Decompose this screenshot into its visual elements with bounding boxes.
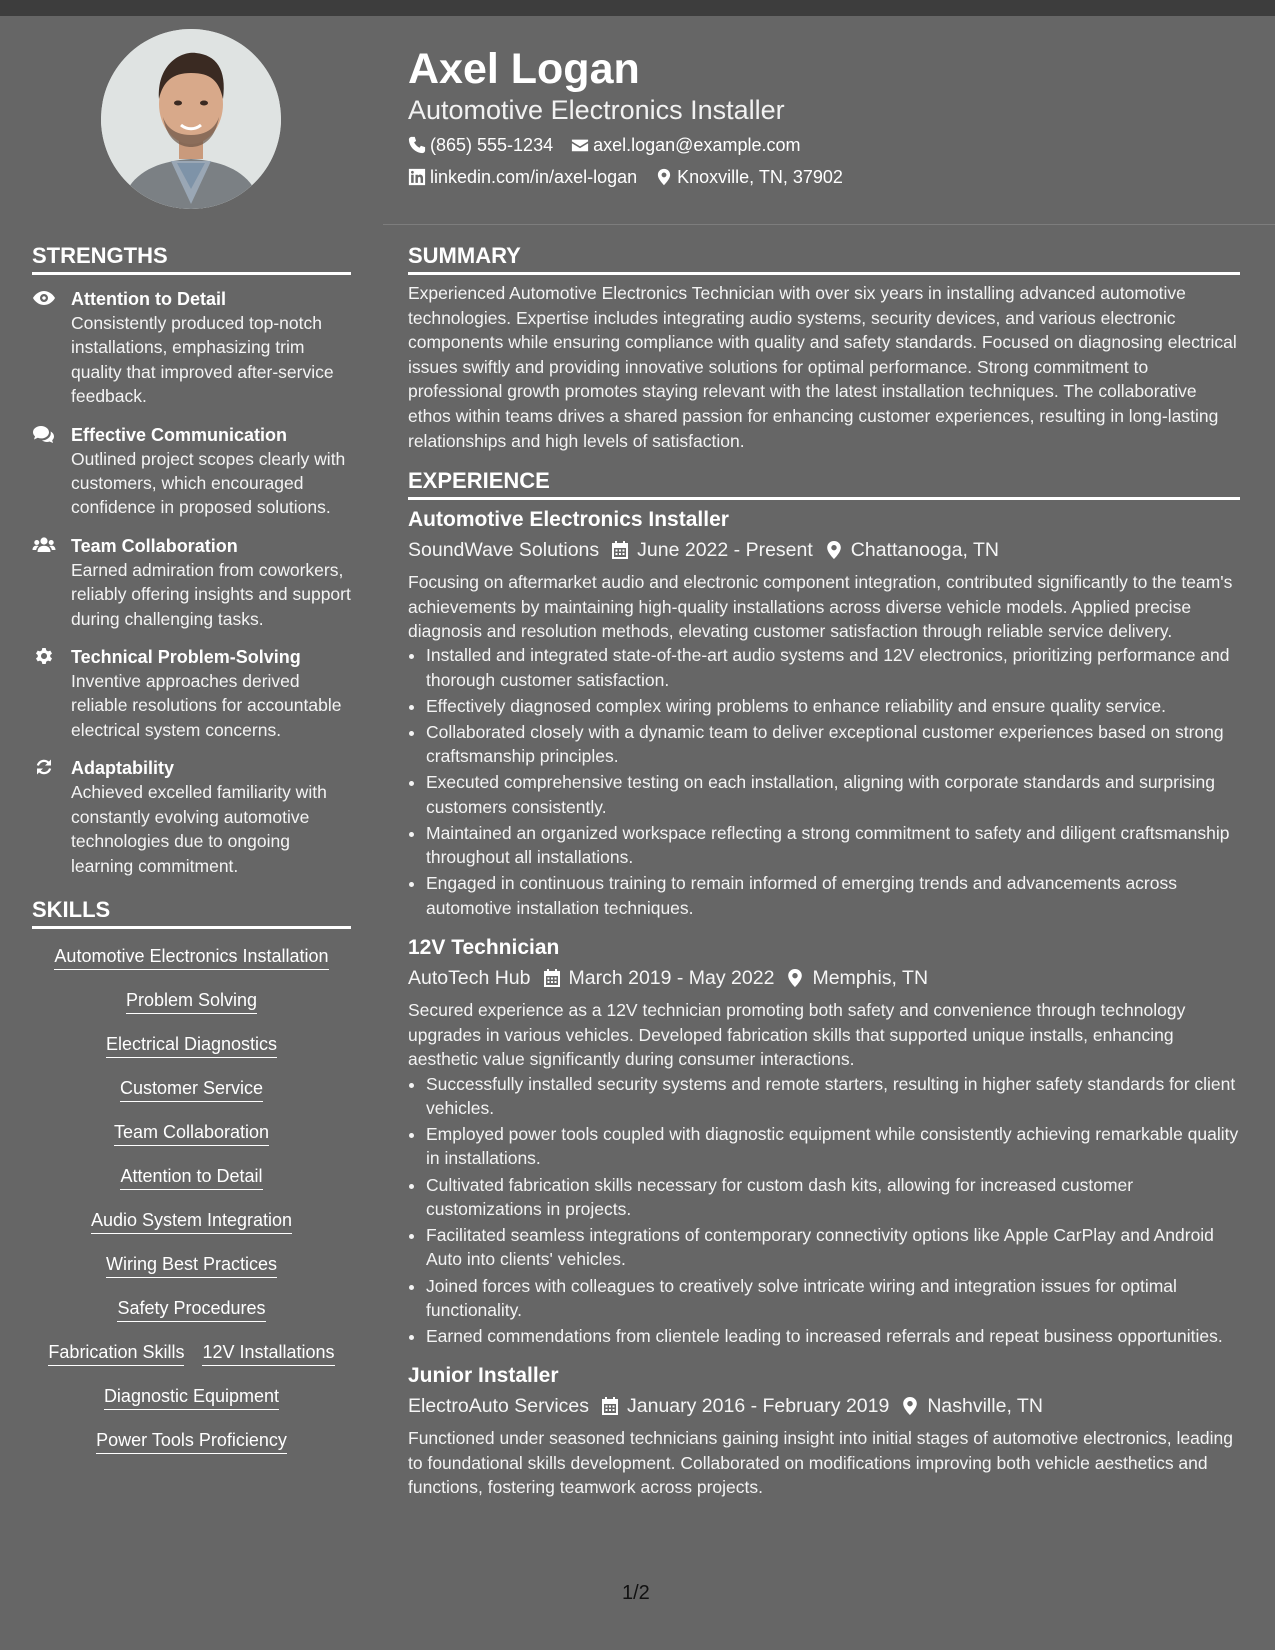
right-column <box>408 242 1240 1514</box>
bullet-item: • Facilitated seamless integrations of contemporary connectivity options like Apple CarPlay and Android Auto into clients' vehicles. <box>426 1223 1240 1272</box>
map-pin-icon <box>825 540 843 560</box>
left-column <box>32 242 351 1473</box>
job-title: Automotive Electronics Installer <box>408 508 729 532</box>
calendar-icon <box>601 1396 619 1416</box>
linkedin-contact <box>408 165 637 189</box>
bullet-item: • Engaged in continuous training to remain informed of emerging trends and advancements across automotive installation techniques. <box>426 871 1240 920</box>
summary-heading: SUMMARY <box>408 242 1240 275</box>
skill-tag: Fabrication Skills <box>48 1341 184 1366</box>
job-description: Focusing on aftermarket audio and electronic component integration, contributed significantly to the team's achievements by maintaining high-quality installations across diverse vehicle models. Applied precise diagnosis and resolution methods, elevating customer satisfaction through reliable service delivery. <box>408 572 1233 641</box>
skill-tag: Diagnostic Equipment <box>104 1385 279 1410</box>
skills-heading: SKILLS <box>32 896 351 929</box>
resume-page <box>0 16 1275 1650</box>
bullet-item: • Successfully installed security systems and remote starters, resulting in higher safety standards for client vehicles. <box>426 1072 1240 1121</box>
calendar-icon <box>543 968 561 988</box>
page-number: 1/2 <box>622 1582 650 1604</box>
job-location: Memphis, TN <box>812 967 929 990</box>
linkedin-icon <box>408 168 426 186</box>
skill-tag: Automotive Electronics Installation <box>54 945 328 970</box>
bullet-item: • Maintained an organized workspace reflecting a strong commitment to safety and diligent craftsmanship throughout all installations. <box>426 821 1240 870</box>
email-text[interactable]: axel.logan@example.com <box>593 135 801 155</box>
job-title: 12V Technician <box>408 936 560 960</box>
job-dates: March 2019 - May 2022 <box>568 967 775 990</box>
skill-tag: Safety Procedures <box>117 1297 265 1322</box>
sync-icon <box>32 757 56 777</box>
strength-item <box>32 287 351 409</box>
bullet-item: • Executed comprehensive testing on each installation, aligning with corporate standards and surprising customers consistently. <box>426 770 1240 819</box>
location-text: Knoxville, TN, 37902 <box>677 167 843 187</box>
phone-text[interactable]: (865) 555-1234 <box>430 135 554 155</box>
job-company: ElectroAuto Services <box>408 1395 589 1418</box>
skill-tag: Team Collaboration <box>114 1121 269 1146</box>
profile-photo <box>101 29 281 209</box>
job-title: Junior Installer <box>408 1364 559 1388</box>
bullet-item: • Cultivated fabrication skills necessary for custom dash kits, allowing for increased customer customizations in projects. <box>426 1173 1240 1222</box>
job-dates: June 2022 - Present <box>637 539 813 562</box>
map-pin-icon <box>655 168 673 186</box>
strength-desc: Consistently produced top-notch installations, emphasizing trim quality that improved after-service feedback. <box>71 313 334 407</box>
experience-heading: EXPERIENCE <box>408 467 1240 500</box>
skill-tag: 12V Installations <box>202 1341 334 1366</box>
strength-item <box>32 423 351 520</box>
strength-desc: Achieved excelled familiarity with constantly evolving automotive technologies due to ongoing learning commitment. <box>71 782 327 876</box>
skills-list <box>32 941 351 1473</box>
skill-tag: Customer Service <box>120 1077 263 1102</box>
job-company: AutoTech Hub <box>408 967 531 990</box>
email-contact <box>571 133 800 157</box>
header-divider <box>383 224 1275 225</box>
job-meta <box>408 536 1240 564</box>
job-company: SoundWave Solutions <box>408 539 600 562</box>
contact-row-2 <box>408 165 861 189</box>
skill-tag: Wiring Best Practices <box>106 1253 277 1278</box>
skill-tag: Attention to Detail <box>120 1165 262 1190</box>
bullet-item: • Employed power tools coupled with diagnostic equipment while consistently achieving remarkable quality in installations. <box>426 1122 1240 1171</box>
map-pin-icon <box>901 1396 919 1416</box>
phone-icon <box>408 136 426 154</box>
strength-item <box>32 756 351 878</box>
skill-tag: Power Tools Proficiency <box>96 1429 287 1454</box>
job-description: Functioned under seasoned technicians gaining insight into initial stages of automotive electronics, leading to foundational skills development. Collaborated on modifications improving both vehicle aesthetics and functions, fostering teamwork across projects. <box>408 1428 1233 1498</box>
strength-title: Team Collaboration <box>71 535 238 556</box>
gear-icon <box>32 646 56 666</box>
contact-row-1 <box>408 133 818 157</box>
job-meta <box>408 964 1240 992</box>
map-pin-icon <box>786 968 804 988</box>
job-meta <box>408 1392 1240 1420</box>
strength-title: Effective Communication <box>71 424 288 445</box>
job-entry <box>408 506 1240 920</box>
envelope-icon <box>571 136 589 154</box>
bullet-item: • Joined forces with colleagues to creatively solve intricate wiring and integration issues for optimal functionality. <box>426 1274 1240 1323</box>
eye-icon <box>32 288 56 308</box>
skill-tag: Audio System Integration <box>91 1209 292 1234</box>
strength-title: Adaptability <box>71 758 175 779</box>
candidate-title: Automotive Electronics Installer <box>408 95 785 125</box>
strength-item <box>32 645 351 742</box>
job-entry <box>408 934 1240 1348</box>
job-location: Nashville, TN <box>927 1395 1043 1418</box>
job-dates: January 2016 - February 2019 <box>627 1395 890 1418</box>
profile-photo-image <box>101 29 281 209</box>
skill-tag: Electrical Diagnostics <box>106 1033 277 1058</box>
users-icon <box>32 535 56 555</box>
job-bullets <box>408 1072 1240 1349</box>
linkedin-text[interactable]: linkedin.com/in/axel-logan <box>430 167 638 187</box>
strength-desc: Inventive approaches derived reliable resolutions for accountable electrical system concerns. <box>71 671 342 740</box>
job-description: Secured experience as a 12V technician promoting both safety and convenience through technology upgrades in various vehicles. Developed fabrication skills that supported unique installs, enhancing aesthetic value significantly during consumer interactions. <box>408 1000 1186 1070</box>
strength-title: Attention to Detail <box>71 289 226 309</box>
job-location: Chattanooga, TN <box>850 539 999 562</box>
strength-desc: Outlined project scopes clearly with customers, which encouraged confidence in proposed solutions. <box>71 448 346 518</box>
job-entry <box>408 1362 1240 1499</box>
bullet-item: • Earned commendations from clientele leading to increased referrals and repeat business opportunities. <box>426 1324 1240 1348</box>
phone-contact <box>408 133 553 157</box>
job-bullets <box>408 643 1240 920</box>
comments-icon <box>32 424 56 444</box>
location-contact <box>655 165 843 189</box>
candidate-name: Axel Logan <box>408 45 640 93</box>
summary-text: Experienced Automotive Electronics Technician with over six years in installing advanced automotive technologies. Expertise includes integrating audio systems, security devices, and various electronic components while ensuring compliance with quality and safety standards. Focused on diagnosing electrical issues swiftly and providing innovative solutions for optimal performance. Strong commitment to professional growth promotes staying relevant with the latest installation techniques. The collaborative ethos within teams drives a shared passion for enhancing customer experiences, resulting in long-lasting relationships and high levels of satisfaction. <box>408 283 1237 451</box>
bullet-item: • Collaborated closely with a dynamic team to deliver exceptional customer experiences based on strong craftsmanship principles. <box>426 720 1240 769</box>
viewer-top-bar <box>0 0 1275 16</box>
strength-title: Technical Problem-Solving <box>71 647 301 668</box>
calendar-icon <box>611 540 629 560</box>
strengths-heading: STRENGTHS <box>32 242 351 275</box>
strength-desc: Earned admiration from coworkers, reliably offering insights and support during challenging tasks. <box>71 559 351 629</box>
bullet-item: • Effectively diagnosed complex wiring problems to enhance reliability and ensure quality service. <box>426 694 1240 718</box>
strength-item <box>32 534 351 631</box>
bullet-item: • Installed and integrated state-of-the-art audio systems and 12V electronics, prioritizing performance and thorough customer satisfaction. <box>426 643 1240 692</box>
skill-tag: Problem Solving <box>126 989 257 1014</box>
